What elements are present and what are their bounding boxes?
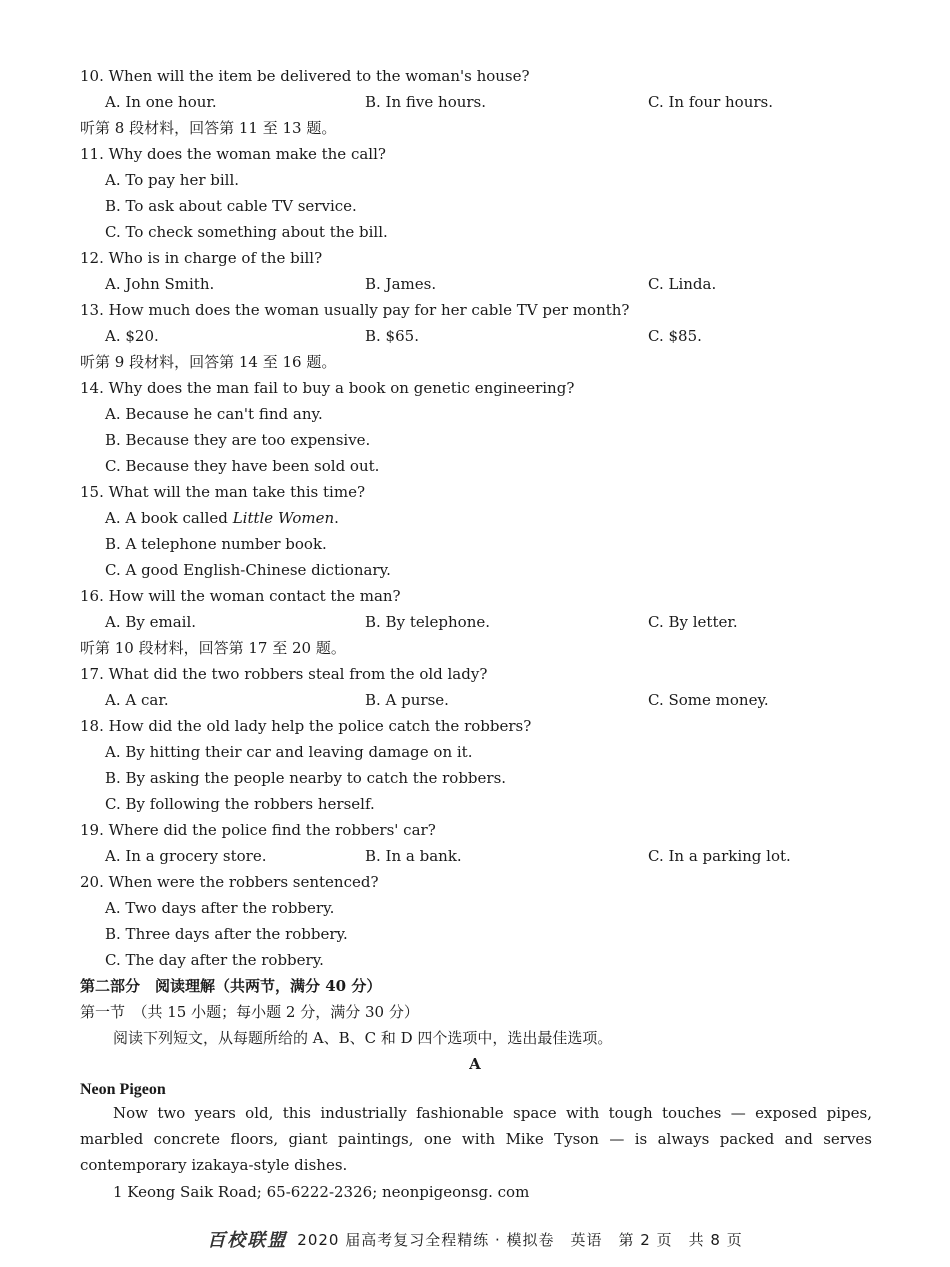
question-11-option-a: A. To pay her bill. xyxy=(105,171,240,189)
question-16-option-a: A. By email. xyxy=(105,613,197,631)
question-18-option-a: A. By hitting their car and leaving damage on it. xyxy=(105,743,473,761)
question-17-stem: 17. What did the two robbers steal from the old lady? xyxy=(80,665,488,683)
question-10-option-b: B. In five hours. xyxy=(365,93,487,111)
question-14-option-b: B. Because they are too expensive. xyxy=(105,431,371,449)
question-19-option-b: B. In a bank. xyxy=(365,847,462,865)
passage-address: 1 Keong Saik Road; 65-6222-2326; neonpigeonsg. com xyxy=(113,1183,530,1201)
question-19-option-c: C. In a parking lot. xyxy=(648,847,791,865)
question-10-option-a: A. In one hour. xyxy=(105,93,217,111)
passage-title: Neon Pigeon xyxy=(80,1081,166,1098)
question-20-option-a: A. Two days after the robbery. xyxy=(105,899,335,917)
question-20-stem: 20. When were the robbers sentenced? xyxy=(80,873,379,891)
passage-letter: A xyxy=(469,1055,481,1073)
question-16-stem: 16. How will the woman contact the man? xyxy=(80,587,401,605)
question-20-option-b: B. Three days after the robbery. xyxy=(105,925,348,943)
question-11-option-b: B. To ask about cable TV service. xyxy=(105,197,357,215)
question-16-option-b: B. By telephone. xyxy=(365,613,491,631)
question-17-option-b: B. A purse. xyxy=(365,691,449,709)
book-title: Little Women xyxy=(232,509,335,527)
reading-instruction: 阅读下列短文，从每题所给的 A、B、C 和 D 四个选项中，选出最佳选项。 xyxy=(113,1029,613,1047)
section-instruction-9: 听第 9 段材料，回答第 14 至 16 题。 xyxy=(80,353,337,371)
question-13-option-a: A. $20. xyxy=(105,327,159,345)
question-19-option-a: A. In a grocery store. xyxy=(105,847,267,865)
question-17-option-c: C. Some money. xyxy=(648,691,769,709)
part-two-heading: 第二部分 阅读理解（共两节，满分 40 分） xyxy=(80,977,382,995)
question-10-stem: 10. When will the item be delivered to the woman's house? xyxy=(80,67,530,85)
question-15-option-a xyxy=(105,508,339,528)
section-instruction-10: 听第 10 段材料，回答第 17 至 20 题。 xyxy=(80,639,346,657)
question-15-option-a-end: . xyxy=(334,509,339,527)
question-15-stem: 15. What will the man take this time? xyxy=(80,483,365,501)
question-12-option-b: B. James. xyxy=(365,275,437,293)
page-footer xyxy=(0,1226,950,1252)
question-18-stem: 18. How did the old lady help the police catch the robbers? xyxy=(80,717,532,735)
question-19-stem: 19. Where did the police find the robbers' car? xyxy=(80,821,436,839)
footer-text: 2020 届高考复习全程精练 · 模拟卷 英语 第 2 页 共 8 页 xyxy=(297,1230,743,1249)
question-14-stem: 14. Why does the man fail to buy a book on genetic engineering? xyxy=(80,379,575,397)
section-instruction-8: 听第 8 段材料，回答第 11 至 13 题。 xyxy=(80,119,337,137)
question-15-option-c: C. A good English-Chinese dictionary. xyxy=(105,561,391,579)
question-16-option-c: C. By letter. xyxy=(648,613,738,631)
section-one-heading: 第一节 （共 15 小题；每小题 2 分，满分 30 分） xyxy=(80,1003,419,1021)
brand-logo-text: 百校联盟 xyxy=(207,1230,288,1251)
question-15-option-a-text: A. A book called xyxy=(105,509,233,527)
question-18-option-c: C. By following the robbers herself. xyxy=(105,795,375,813)
question-13-option-c: C. $85. xyxy=(648,327,702,345)
brand-logo xyxy=(207,1226,287,1252)
question-11-option-c: C. To check something about the bill. xyxy=(105,223,388,241)
passage-body: Now two years old, this industrially fashionable space with tough touches — exposed pipes, marbled concrete floors, giant paintings, one with Mike Tyson — is always packed and serves contemporary izakaya-style dishes. xyxy=(80,1104,872,1174)
question-13-stem: 13. How much does the woman usually pay for her cable TV per month? xyxy=(80,301,630,319)
question-20-option-c: C. The day after the robbery. xyxy=(105,951,324,969)
question-14-option-a: A. Because he can't find any. xyxy=(105,405,323,423)
question-10-option-c: C. In four hours. xyxy=(648,93,774,111)
question-14-option-c: C. Because they have been sold out. xyxy=(105,457,380,475)
question-17-option-a: A. A car. xyxy=(105,691,169,709)
question-15-option-b: B. A telephone number book. xyxy=(105,535,327,553)
question-12-option-c: C. Linda. xyxy=(648,275,717,293)
question-11-stem: 11. Why does the woman make the call? xyxy=(80,145,386,163)
question-12-option-a: A. John Smith. xyxy=(105,275,215,293)
question-12-stem: 12. Who is in charge of the bill? xyxy=(80,249,323,267)
question-13-option-b: B. $65. xyxy=(365,327,419,345)
question-18-option-b: B. By asking the people nearby to catch the robbers. xyxy=(105,769,507,787)
